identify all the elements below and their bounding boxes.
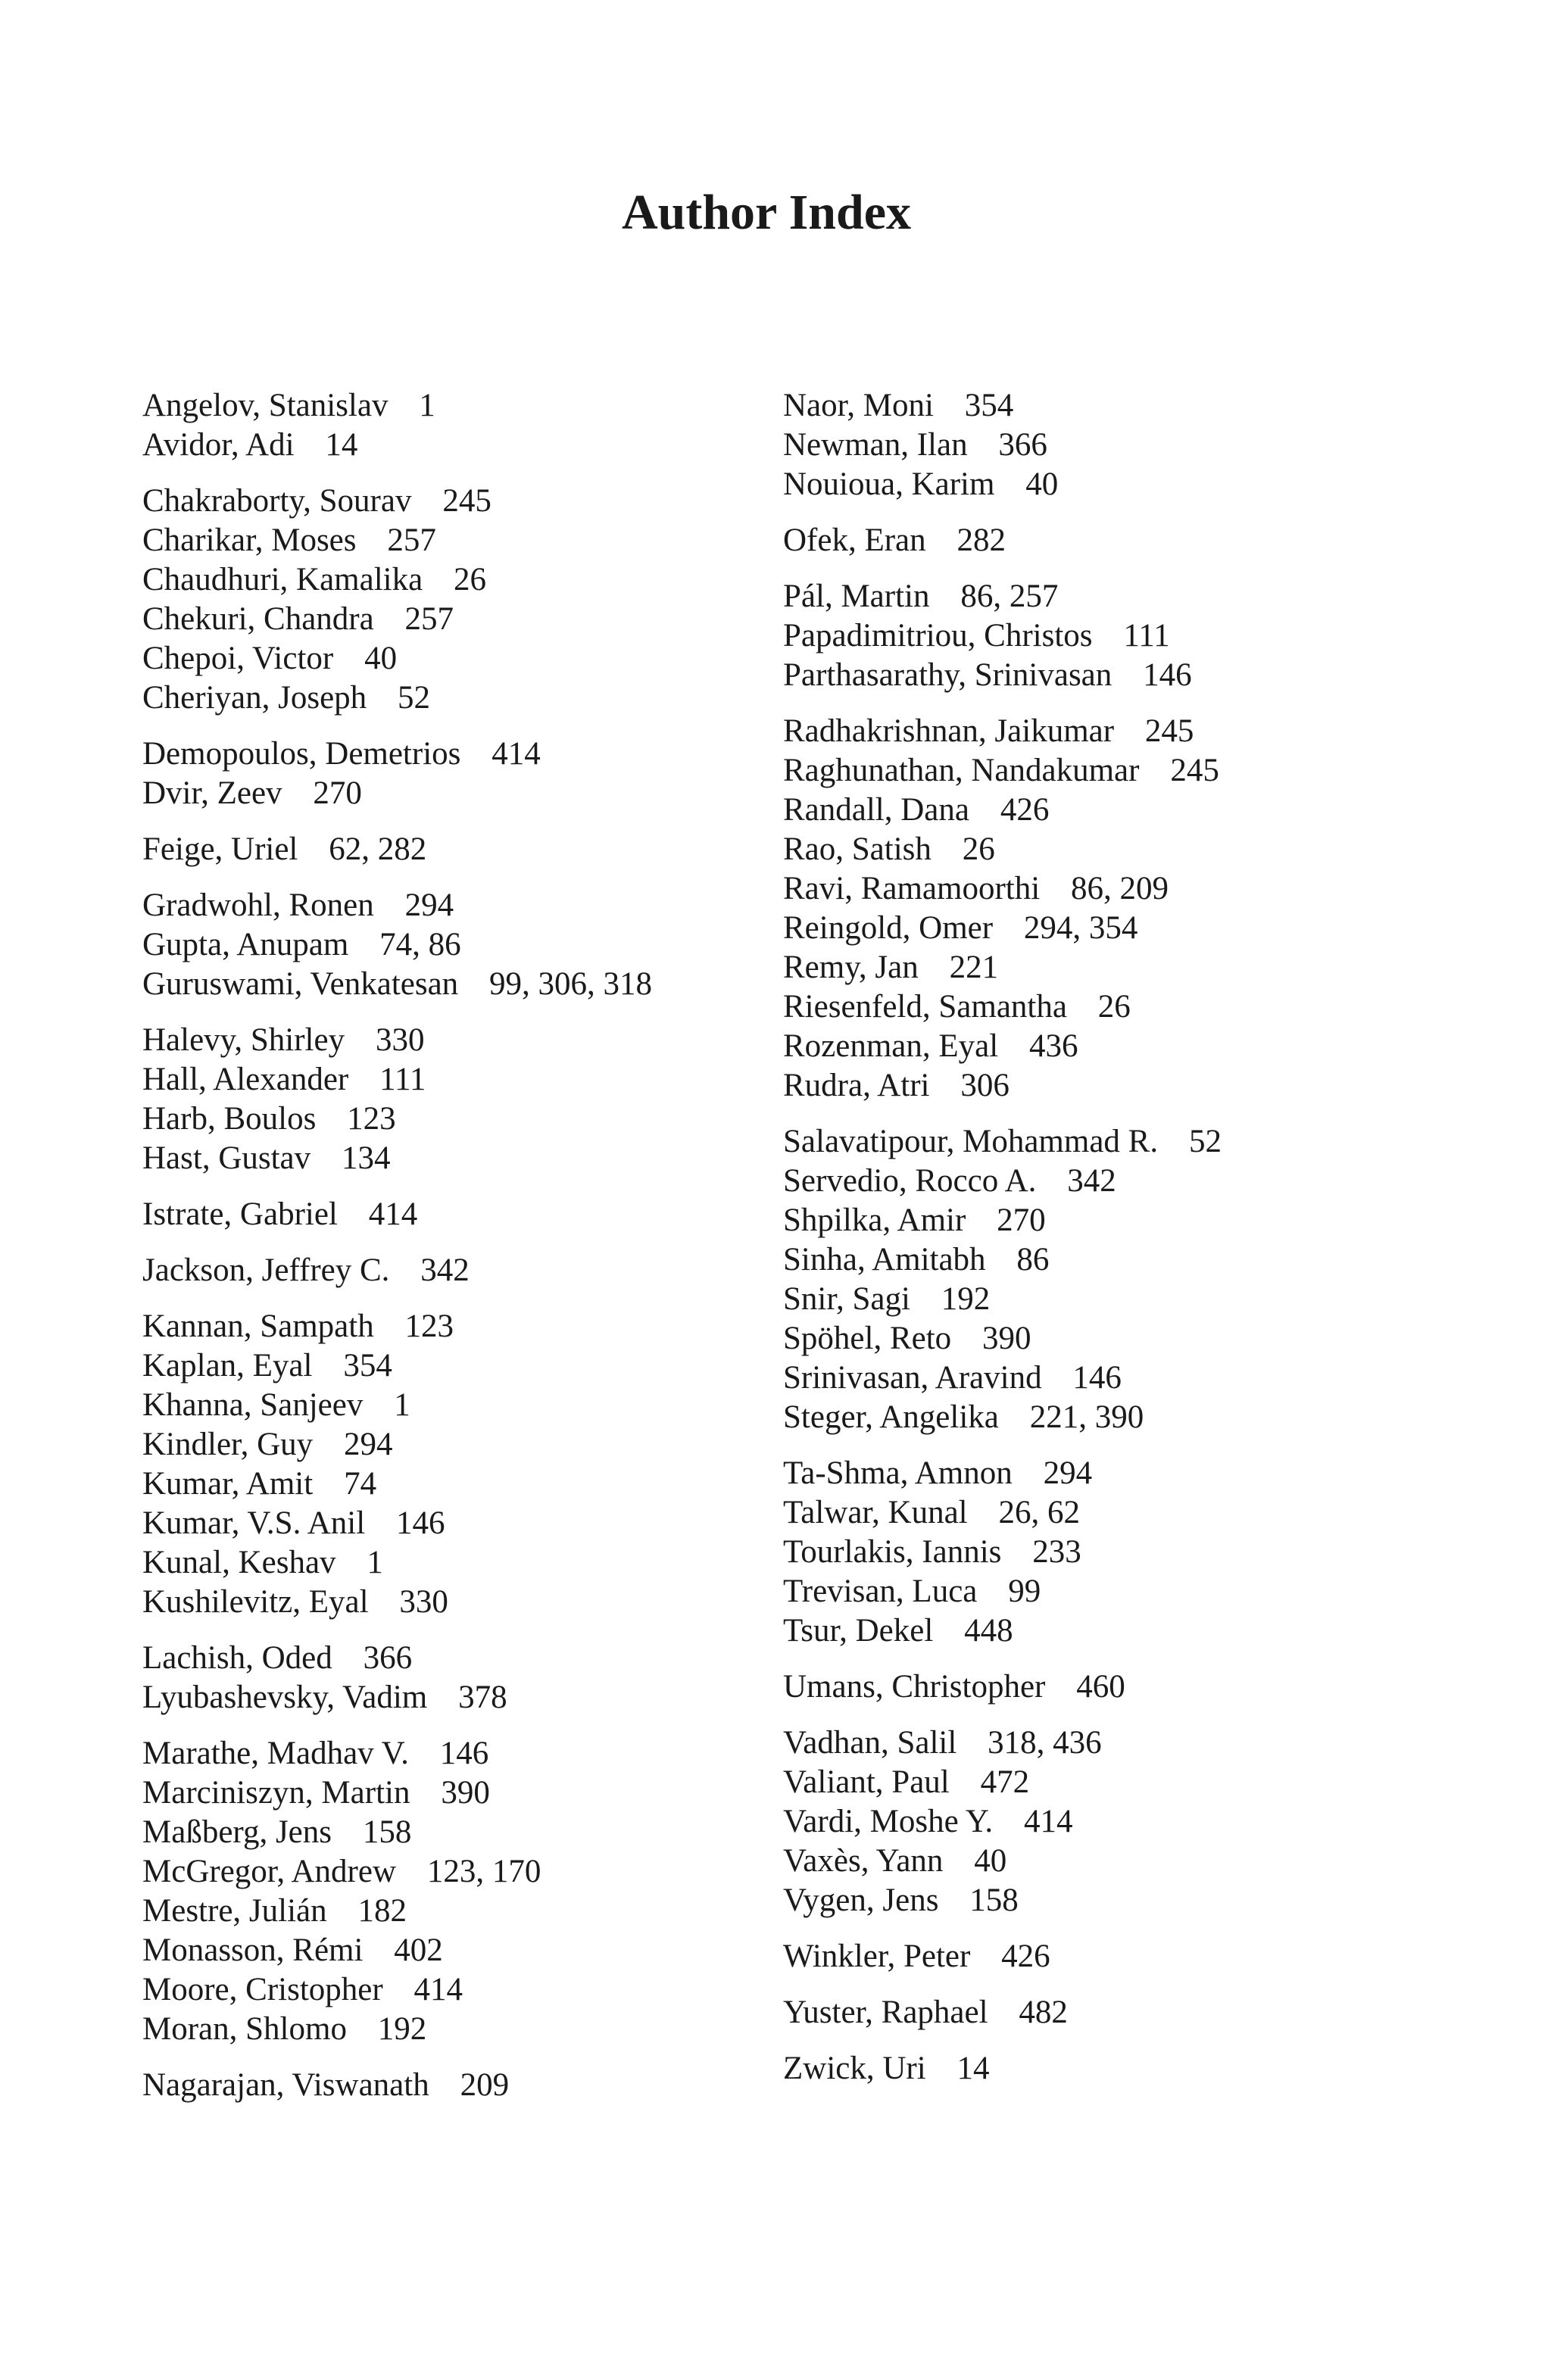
page-numbers: 99, 306, 318	[489, 966, 653, 1002]
page-numbers: 414	[1023, 1804, 1073, 1839]
page-numbers: 86, 257	[960, 579, 1059, 614]
author-name: Kushilevitz, Eyal	[142, 1584, 369, 1620]
author-name: Kindler, Guy	[142, 1427, 314, 1462]
index-letter-group	[142, 386, 809, 465]
page-numbers: 123	[404, 1309, 454, 1344]
page-numbers: 26	[962, 831, 995, 867]
index-letter-group	[142, 1639, 809, 1717]
index-entry	[142, 639, 809, 678]
page-numbers: 40	[364, 641, 398, 676]
index-entry	[142, 1386, 809, 1425]
author-name: Kumar, V.S. Anil	[142, 1505, 366, 1541]
page-numbers: 354	[964, 388, 1014, 423]
page-numbers: 123, 170	[426, 1854, 541, 1889]
page-numbers: 52	[398, 680, 431, 716]
author-name: Winkler, Peter	[783, 1939, 971, 1974]
page-numbers: 74, 86	[379, 927, 461, 962]
index-entry	[783, 1280, 1525, 1319]
page-numbers: 14	[325, 427, 358, 463]
author-name: Monasson, Rémi	[142, 1932, 364, 1968]
page-numbers: 390	[441, 1775, 490, 1811]
author-name: Lyubashevsky, Vadim	[142, 1680, 428, 1715]
index-letter-group	[783, 2049, 1525, 2088]
page-numbers: 257	[404, 601, 454, 637]
author-name: Chepoi, Victor	[142, 641, 334, 676]
author-name: Reingold, Omer	[783, 910, 994, 946]
index-letter-group	[142, 2066, 809, 2105]
author-name: Ta-Shma, Amnon	[783, 1455, 1013, 1491]
index-entry	[783, 909, 1525, 948]
index-entry	[783, 830, 1525, 869]
index-letter-group	[142, 830, 809, 869]
index-letter-group	[783, 577, 1525, 695]
author-name: Ofek, Eran	[783, 522, 926, 558]
index-entry	[142, 1307, 809, 1346]
author-name: Marciniszyn, Martin	[142, 1775, 410, 1811]
author-name: Gradwohl, Ronen	[142, 887, 374, 923]
index-entry	[783, 712, 1525, 751]
page-numbers: 209	[460, 2067, 510, 2103]
author-name: Yuster, Raphael	[783, 1995, 988, 2030]
author-name: Feige, Uriel	[142, 831, 298, 867]
page-title: Author Index	[621, 185, 912, 240]
index-entry	[142, 1195, 809, 1234]
index-entry	[783, 1358, 1525, 1398]
index-entry	[783, 1572, 1525, 1611]
author-name: Kaplan, Eyal	[142, 1348, 313, 1383]
author-name: Lachish, Oded	[142, 1640, 332, 1676]
index-entry	[142, 1678, 809, 1717]
page-numbers: 245	[1144, 713, 1194, 749]
index-entry	[783, 1454, 1525, 1493]
index-entry	[783, 1937, 1525, 1976]
page-numbers: 414	[368, 1196, 418, 1232]
author-name: Vadhan, Salil	[783, 1725, 957, 1761]
index-entry	[783, 521, 1525, 560]
index-letter-group	[783, 1122, 1525, 1437]
page-numbers: 111	[1123, 618, 1170, 653]
author-name: Radhakrishnan, Jaikumar	[783, 713, 1115, 749]
page-numbers: 74	[344, 1466, 377, 1502]
page-numbers: 40	[1025, 466, 1059, 502]
author-name: Harb, Boulos	[142, 1101, 317, 1137]
index-entry	[142, 2010, 809, 2049]
page-numbers: 294	[404, 887, 454, 923]
page-numbers: 294	[344, 1427, 393, 1462]
author-name: Khanna, Sanjeev	[142, 1387, 364, 1423]
page-numbers: 62, 282	[329, 831, 427, 867]
index-entry	[783, 1122, 1525, 1162]
index-letter-group	[783, 1454, 1525, 1651]
index-entry	[142, 925, 809, 965]
page-numbers: 402	[394, 1932, 443, 1968]
index-entry	[783, 386, 1525, 426]
index-letter-group	[142, 735, 809, 813]
index-entry	[783, 1162, 1525, 1201]
index-letter-group	[142, 1251, 809, 1290]
page-numbers: 146	[396, 1505, 445, 1541]
index-entry	[783, 1667, 1525, 1707]
page-numbers: 366	[998, 427, 1047, 463]
index-entry	[142, 1892, 809, 1931]
author-name: Talwar, Kunal	[783, 1495, 968, 1530]
author-name: Remy, Jan	[783, 950, 919, 985]
author-name: Steger, Angelika	[783, 1399, 999, 1435]
author-name: Jackson, Jeffrey C.	[142, 1252, 390, 1288]
author-name: Servedio, Rocco A.	[783, 1163, 1037, 1199]
index-entry	[142, 2066, 809, 2105]
page-numbers: 257	[387, 522, 436, 558]
page-numbers: 306	[960, 1068, 1010, 1103]
index-letter-group	[142, 1195, 809, 1234]
index-entry	[783, 1533, 1525, 1572]
page-numbers: 146	[1143, 657, 1192, 693]
page-numbers: 14	[957, 2051, 990, 2086]
index-letter-group	[142, 1734, 809, 2049]
index-entry	[783, 1802, 1525, 1842]
author-name: Tsur, Dekel	[783, 1613, 934, 1649]
index-entry	[783, 1398, 1525, 1437]
index-letter-group	[783, 1723, 1525, 1920]
author-name: Sinha, Amitabh	[783, 1242, 986, 1277]
index-letter-group	[142, 482, 809, 718]
page-numbers: 414	[413, 1972, 463, 2007]
index-entry	[783, 656, 1525, 695]
index-letter-group	[783, 1667, 1525, 1707]
page-numbers: 26	[454, 562, 487, 597]
author-name: Riesenfeld, Samantha	[783, 989, 1067, 1025]
index-letter-group	[783, 1993, 1525, 2032]
page-numbers: 294	[1043, 1455, 1093, 1491]
author-name: Kannan, Sampath	[142, 1309, 374, 1344]
page-numbers: 342	[420, 1252, 470, 1288]
index-letter-group	[142, 886, 809, 1004]
page-numbers: 390	[982, 1321, 1031, 1356]
author-name: Dvir, Zeev	[142, 775, 282, 811]
index-letter-group	[783, 1937, 1525, 1976]
index-entry	[783, 1027, 1525, 1066]
author-name: Chakraborty, Sourav	[142, 483, 412, 519]
page-numbers: 192	[941, 1281, 991, 1317]
index-letter-group	[142, 1307, 809, 1622]
page-numbers: 245	[442, 483, 492, 519]
author-name: Randall, Dana	[783, 792, 969, 828]
index-entry	[142, 886, 809, 925]
page-numbers: 472	[980, 1764, 1030, 1800]
author-name: Guruswami, Venkatesan	[142, 966, 459, 1002]
author-name: Istrate, Gabriel	[142, 1196, 338, 1232]
page-numbers: 123	[347, 1101, 396, 1137]
index-letter-group	[783, 386, 1525, 504]
author-name: Chaudhuri, Kamalika	[142, 562, 423, 597]
author-name: Angelov, Stanislav	[142, 388, 389, 423]
index-entry	[142, 386, 809, 426]
index-entry	[783, 1723, 1525, 1763]
author-name: Vygen, Jens	[783, 1882, 939, 1918]
author-name: Avidor, Adi	[142, 427, 295, 463]
index-column-right	[783, 386, 1525, 2105]
index-entry	[142, 965, 809, 1004]
page-numbers: 378	[458, 1680, 507, 1715]
author-name: Raghunathan, Nandakumar	[783, 753, 1140, 788]
index-entry	[783, 426, 1525, 465]
page-numbers: 270	[313, 775, 362, 811]
index-letter-group	[783, 712, 1525, 1106]
index-entry	[783, 1201, 1525, 1240]
page-numbers: 52	[1188, 1124, 1222, 1159]
index-entry	[783, 616, 1525, 656]
page-numbers: 270	[997, 1202, 1046, 1238]
page-numbers: 1	[419, 388, 435, 423]
author-name: Umans, Christopher	[783, 1669, 1046, 1705]
author-name: Halevy, Shirley	[142, 1022, 345, 1058]
page-numbers: 354	[343, 1348, 392, 1383]
author-name: Newman, Ilan	[783, 427, 968, 463]
author-name: Shpilka, Amir	[783, 1202, 966, 1238]
author-name: Ravi, Ramamoorthi	[783, 871, 1041, 906]
author-name: Papadimitriou, Christos	[783, 618, 1093, 653]
index-entry	[142, 426, 809, 465]
page-numbers: 86	[1016, 1242, 1050, 1277]
author-name: Charikar, Moses	[142, 522, 357, 558]
page-numbers: 111	[379, 1062, 426, 1097]
author-name: Kumar, Amit	[142, 1466, 314, 1502]
page-numbers: 414	[492, 736, 541, 772]
index-letter-group	[142, 1021, 809, 1178]
author-name: Parthasarathy, Srinivasan	[783, 657, 1113, 693]
author-name: Kunal, Keshav	[142, 1545, 336, 1580]
author-name: Nagarajan, Viswanath	[142, 2067, 429, 2103]
index-entry	[142, 1425, 809, 1464]
author-name: McGregor, Andrew	[142, 1854, 397, 1889]
author-name: Snir, Sagi	[783, 1281, 910, 1317]
index-entry	[783, 2049, 1525, 2088]
index-entry	[783, 1493, 1525, 1533]
index-entry	[783, 869, 1525, 909]
author-name: Marathe, Madhav V.	[142, 1736, 409, 1771]
author-name: Rozenman, Eyal	[783, 1028, 999, 1064]
author-name: Hall, Alexander	[142, 1062, 349, 1097]
page-numbers: 26	[1097, 989, 1131, 1025]
author-name: Valiant, Paul	[783, 1764, 950, 1800]
author-name: Mestre, Julián	[142, 1893, 327, 1929]
index-entry	[783, 1611, 1525, 1651]
author-name: Salavatipour, Mohammad R.	[783, 1124, 1159, 1159]
author-name: Pál, Martin	[783, 579, 930, 614]
index-entry	[783, 791, 1525, 830]
index-entry	[142, 1583, 809, 1622]
index-entry	[142, 1931, 809, 1970]
page-numbers: 1	[394, 1387, 410, 1423]
author-name: Vaxès, Yann	[783, 1843, 944, 1879]
index-entry	[142, 1139, 809, 1178]
page-numbers: 482	[1019, 1995, 1068, 2030]
index-entry	[142, 1773, 809, 1813]
author-name: Srinivasan, Aravind	[783, 1360, 1042, 1396]
page-numbers: 426	[1001, 1939, 1050, 1974]
index-entry	[142, 1346, 809, 1386]
index-entry	[142, 560, 809, 600]
author-name: Vardi, Moshe Y.	[783, 1804, 994, 1839]
page-numbers: 460	[1076, 1669, 1125, 1705]
index-entry	[142, 1100, 809, 1139]
page-numbers: 182	[357, 1893, 407, 1929]
page-numbers: 342	[1067, 1163, 1116, 1199]
page-numbers: 158	[362, 1814, 412, 1850]
page-numbers: 221, 390	[1029, 1399, 1144, 1435]
index-entry	[783, 1066, 1525, 1106]
index-entry	[783, 1993, 1525, 2032]
index-entry	[783, 751, 1525, 791]
page-numbers: 221	[949, 950, 999, 985]
author-name: Naor, Moni	[783, 388, 934, 423]
author-name: Nouioua, Karim	[783, 466, 995, 502]
page-numbers: 40	[974, 1843, 1007, 1879]
author-name: Rao, Satish	[783, 831, 932, 867]
index-entry	[783, 1319, 1525, 1358]
index-entry	[783, 987, 1525, 1027]
author-name: Rudra, Atri	[783, 1068, 930, 1103]
page-numbers: 192	[377, 2011, 427, 2047]
index-column-left	[142, 386, 809, 2122]
page-numbers: 146	[439, 1736, 489, 1771]
page-numbers: 146	[1072, 1360, 1122, 1396]
index-entry	[783, 1842, 1525, 1881]
index-entry	[142, 1734, 809, 1773]
page-numbers: 1	[367, 1545, 383, 1580]
index-entry	[142, 600, 809, 639]
index-entry	[142, 1021, 809, 1060]
index-entry	[142, 1464, 809, 1504]
author-name: Spöhel, Reto	[783, 1321, 952, 1356]
page-numbers: 99	[1008, 1574, 1041, 1609]
page-numbers: 294, 354	[1023, 910, 1138, 946]
author-name: Gupta, Anupam	[142, 927, 349, 962]
author-name: Hast, Gustav	[142, 1140, 311, 1176]
author-name: Zwick, Uri	[783, 2051, 926, 2086]
author-name: Maßberg, Jens	[142, 1814, 332, 1850]
index-entry	[142, 1504, 809, 1543]
index-entry	[142, 774, 809, 813]
index-entry	[142, 1852, 809, 1892]
index-entry	[142, 678, 809, 718]
author-name: Chekuri, Chandra	[142, 601, 374, 637]
index-entry	[142, 1543, 809, 1583]
index-entry	[142, 1060, 809, 1100]
page-numbers: 282	[957, 522, 1006, 558]
page-numbers: 245	[1170, 753, 1219, 788]
author-name: Tourlakis, Iannis	[783, 1534, 1002, 1570]
page-numbers: 318, 436	[988, 1725, 1102, 1761]
index-entry	[783, 1240, 1525, 1280]
index-entry	[783, 948, 1525, 987]
author-name: Cheriyan, Joseph	[142, 680, 367, 716]
index-entry	[142, 1251, 809, 1290]
author-name: Moore, Cristopher	[142, 1972, 383, 2007]
page-numbers: 366	[363, 1640, 413, 1676]
index-entry	[142, 830, 809, 869]
index-entry	[783, 465, 1525, 504]
index-entry	[783, 577, 1525, 616]
page-numbers: 158	[969, 1882, 1019, 1918]
page-numbers: 448	[964, 1613, 1013, 1649]
page-numbers: 426	[1000, 792, 1050, 828]
page-numbers: 134	[341, 1140, 391, 1176]
page-numbers: 330	[399, 1584, 448, 1620]
author-name: Trevisan, Luca	[783, 1574, 978, 1609]
index-entry	[783, 1763, 1525, 1802]
index-letter-group	[783, 521, 1525, 560]
page-numbers: 233	[1032, 1534, 1081, 1570]
index-entry	[142, 1813, 809, 1852]
index-entry	[142, 735, 809, 774]
page-numbers: 86, 209	[1071, 871, 1169, 906]
page-numbers: 330	[375, 1022, 425, 1058]
author-name: Demopoulos, Demetrios	[142, 736, 461, 772]
index-entry	[142, 1639, 809, 1678]
index-entry	[142, 482, 809, 521]
page-numbers: 26, 62	[998, 1495, 1080, 1530]
index-entry	[142, 1970, 809, 2010]
index-entry	[783, 1881, 1525, 1920]
index-entry	[142, 521, 809, 560]
page-numbers: 436	[1029, 1028, 1078, 1064]
author-name: Moran, Shlomo	[142, 2011, 347, 2047]
